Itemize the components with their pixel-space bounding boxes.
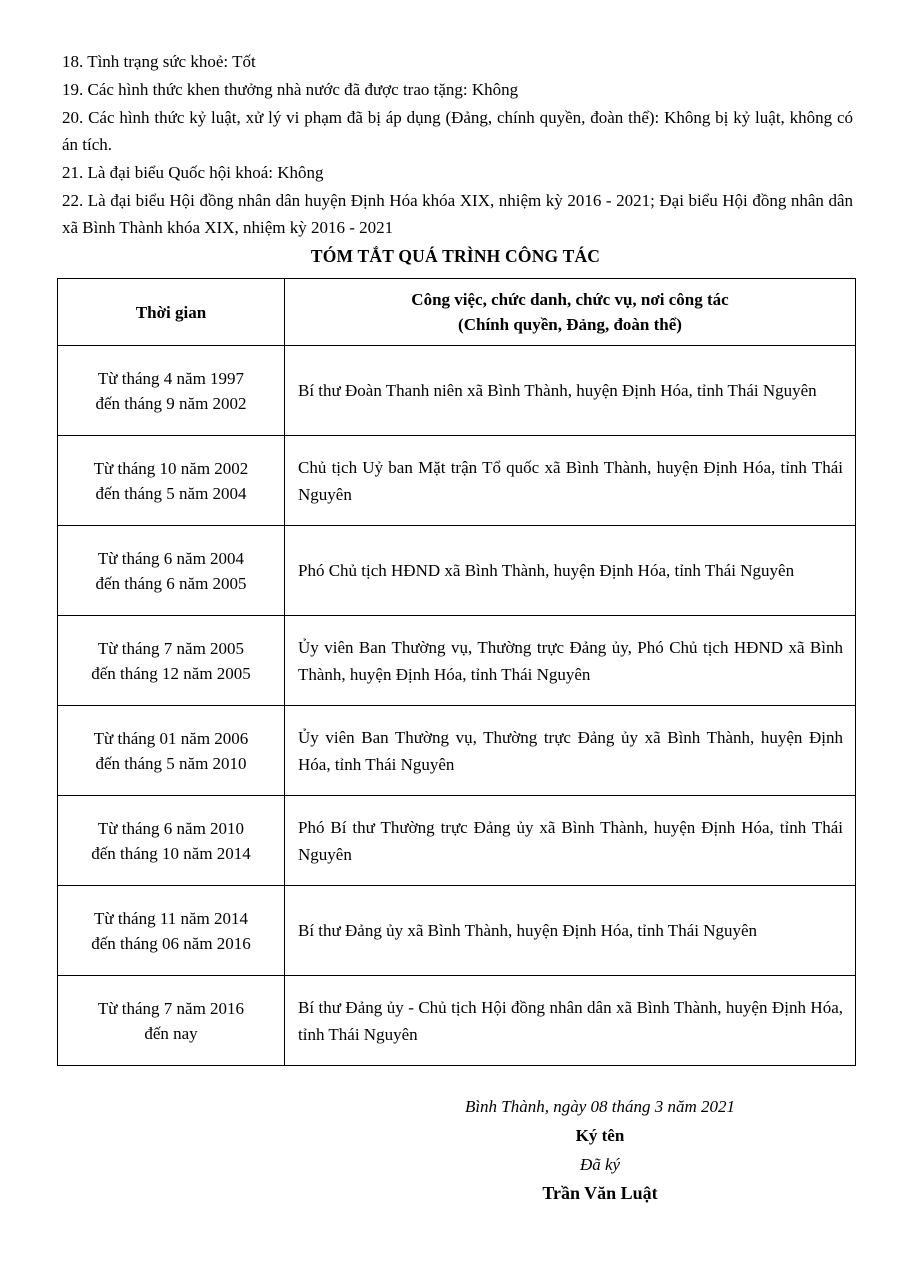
header-time: Thời gian: [58, 279, 285, 346]
time-to: đến tháng 12 năm 2005: [91, 663, 251, 683]
signed-note: Đã ký: [579, 1155, 621, 1174]
header-job: [285, 279, 856, 346]
time-cell: [58, 526, 285, 616]
job-cell: Bí thư Đoàn Thanh niên xã Bình Thành, huyện Định Hóa, tỉnh Thái Nguyên: [285, 346, 856, 436]
time-cell: [58, 616, 285, 706]
time-from: Từ tháng 7 năm 2016: [97, 998, 245, 1018]
time-from: Từ tháng 11 năm 2014: [93, 908, 248, 928]
item-18-health-status: 18. Tình trạng sức khoẻ: Tốt: [62, 52, 256, 71]
time-to: đến tháng 9 năm 2002: [95, 393, 247, 413]
item-20-discipline: 20. Các hình thức kỷ luật, xử lý vi phạm đã bị áp dụng (Đảng, chính quyền, đoàn thể): Không bị kỷ luật, không có án tích.: [62, 108, 853, 154]
job-cell: Phó Bí thư Thường trực Đảng ủy xã Bình Thành, huyện Định Hóa, tỉnh Thái Nguyên: [285, 796, 856, 886]
item-22-peoples-council: 22. Là đại biểu Hội đồng nhân dân huyện Định Hóa khóa XIX, nhiệm kỳ 2016 - 2021; Đại biểu Hội đồng nhân dân xã Bình Thành khóa XIX, nhiệm kỳ 2016 - 2021: [62, 191, 853, 237]
time-to: đến tháng 5 năm 2004: [95, 483, 247, 503]
table-row: [58, 616, 856, 706]
signature-label: Ký tên: [575, 1126, 625, 1145]
header-job-line2: (Chính quyền, Đảng, đoàn thể): [458, 315, 682, 334]
header-job-line1: Công việc, chức danh, chức vụ, nơi công tác: [411, 290, 729, 309]
time-cell: [58, 346, 285, 436]
signature-block: [290, 1092, 910, 1208]
table-row: [58, 346, 856, 436]
job-cell: Ủy viên Ban Thường vụ, Thường trực Đảng ủy, Phó Chủ tịch HĐND xã Bình Thành, huyện Định Hóa, tỉnh Thái Nguyên: [285, 616, 856, 706]
work-history-table: [57, 278, 856, 1066]
numbered-items: [62, 48, 853, 241]
time-cell: [58, 706, 285, 796]
signer-name: Trần Văn Luật: [542, 1183, 658, 1203]
job-cell: Phó Chủ tịch HĐND xã Bình Thành, huyện Định Hóa, tỉnh Thái Nguyên: [285, 526, 856, 616]
table-row: [58, 886, 856, 976]
time-from: Từ tháng 10 năm 2002: [93, 458, 249, 478]
table-row: [58, 436, 856, 526]
time-to: đến tháng 6 năm 2005: [95, 573, 247, 593]
time-cell: [58, 976, 285, 1066]
table-row: [58, 706, 856, 796]
time-from: Từ tháng 6 năm 2004: [97, 548, 245, 568]
table-row: [58, 976, 856, 1066]
table-row: [58, 526, 856, 616]
time-from: Từ tháng 6 năm 2010: [97, 818, 245, 838]
time-from: Từ tháng 01 năm 2006: [93, 728, 249, 748]
signature-place-date: Bình Thành, ngày 08 tháng 3 năm 2021: [464, 1097, 736, 1116]
time-to: đến tháng 10 năm 2014: [91, 843, 251, 863]
job-cell: Ủy viên Ban Thường vụ, Thường trực Đảng ủy xã Bình Thành, huyện Định Hóa, tỉnh Thái Nguyên: [285, 706, 856, 796]
item-19-awards: 19. Các hình thức khen thưởng nhà nước đã được trao tặng: Không: [62, 80, 519, 99]
job-cell: Bí thư Đảng ủy - Chủ tịch Hội đồng nhân dân xã Bình Thành, huyện Định Hóa, tỉnh Thái Nguyên: [285, 976, 856, 1066]
table-title: TÓM TẮT QUÁ TRÌNH CÔNG TÁC: [310, 246, 601, 266]
time-from: Từ tháng 7 năm 2005: [97, 638, 245, 658]
table-header-row: [58, 279, 856, 346]
item-21-national-assembly: 21. Là đại biểu Quốc hội khoá: Không: [62, 163, 324, 182]
job-cell: Chủ tịch Uỷ ban Mặt trận Tổ quốc xã Bình Thành, huyện Định Hóa, tỉnh Thái Nguyên: [285, 436, 856, 526]
time-cell: [58, 886, 285, 976]
time-cell: [58, 436, 285, 526]
job-cell: Bí thư Đảng ủy xã Bình Thành, huyện Định Hóa, tỉnh Thái Nguyên: [285, 886, 856, 976]
time-to: đến tháng 06 năm 2016: [91, 933, 251, 953]
time-to: đến tháng 5 năm 2010: [95, 753, 247, 773]
time-from: Từ tháng 4 năm 1997: [97, 368, 245, 388]
time-cell: [58, 796, 285, 886]
time-to: đến nay: [144, 1023, 198, 1043]
table-row: [58, 796, 856, 886]
